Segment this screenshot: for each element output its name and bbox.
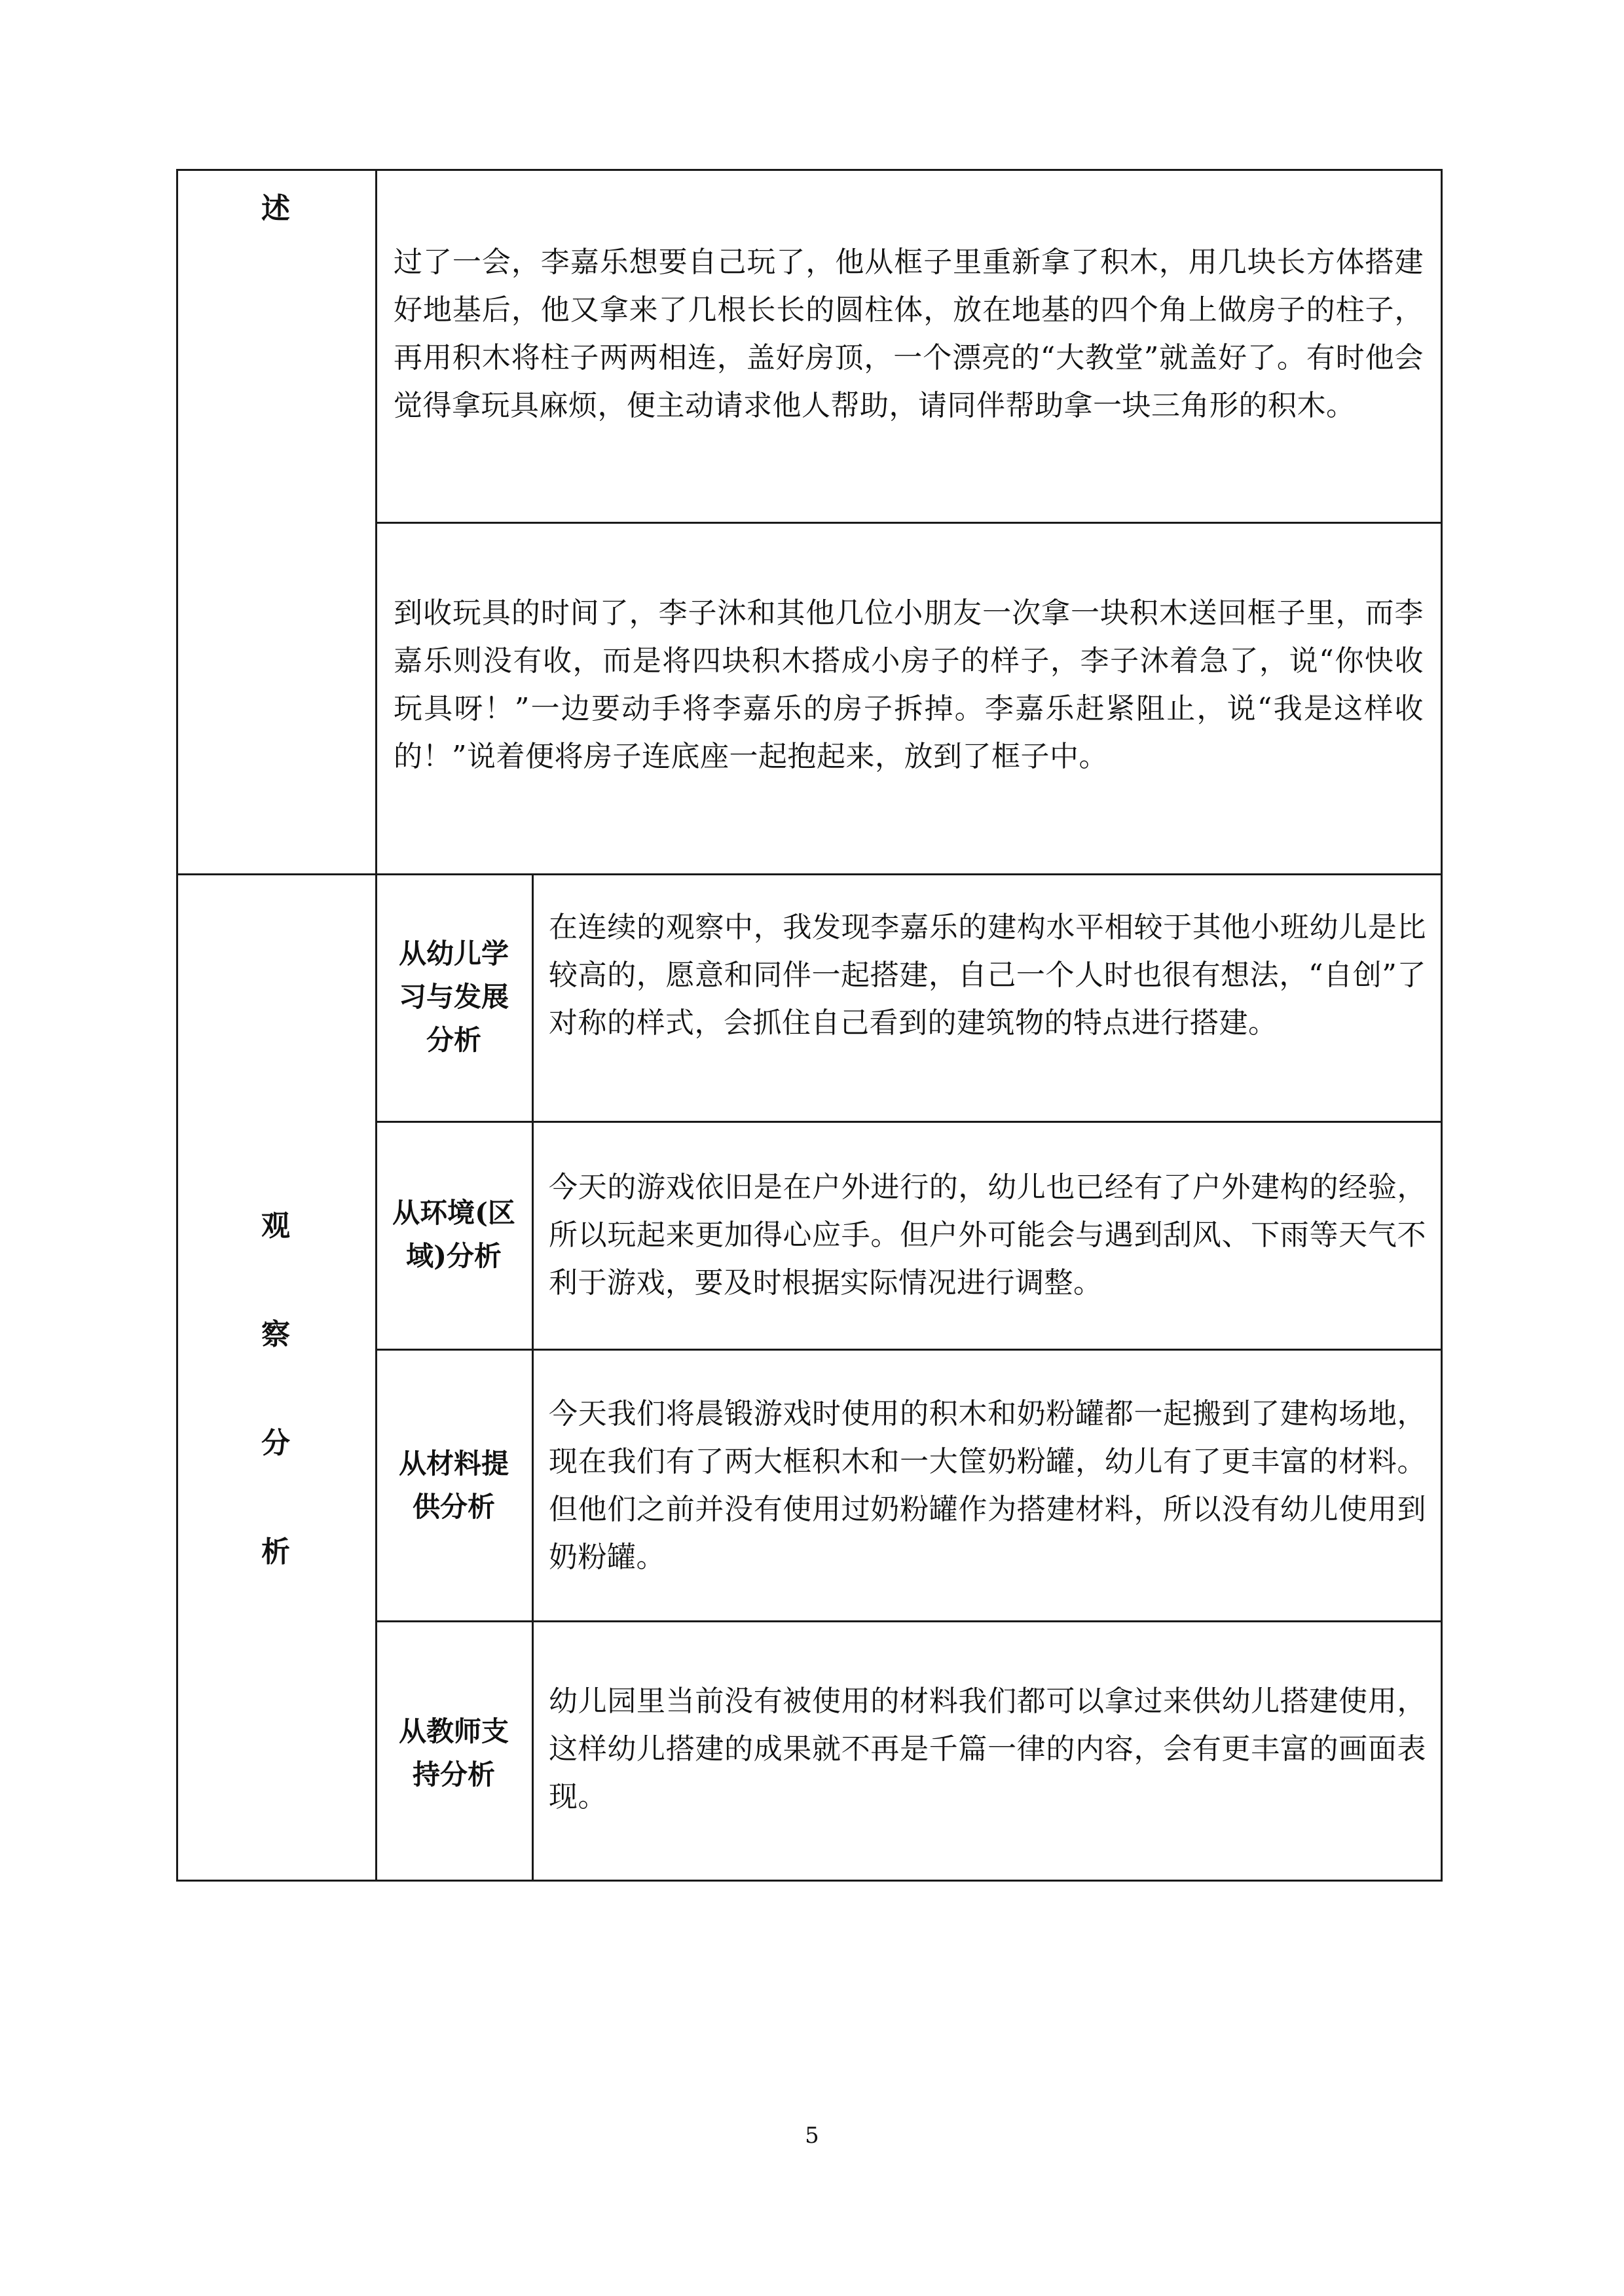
row-divider-analysis-3 (376, 1620, 1443, 1622)
row-divider-description (376, 522, 1443, 524)
row-divider-analysis-2 (376, 1349, 1443, 1351)
table-border-right (1441, 169, 1443, 1882)
analysis-label-char-3: 分 (261, 1427, 290, 1460)
analysis-row-text-child-development: 在连续的观察中，我发现李嘉乐的建构水平相较于其他小班幼儿是比较高的，愿意和同伴一起搭建，自己一个人时也很有想法，“自创”了对称的样式，会抓住自己看到的建筑物的特点进行搭建。 (549, 911, 1426, 1040)
analysis-row-text-environment: 今天的游戏依旧是在户外进行的，幼儿也已经有了户外建构的经验，所以玩起来更加得心应手。但户外可能会与遇到刮风、下雨等天气不利于游戏，要及时根据实际情况进行调整。 (549, 1171, 1426, 1300)
table-border-top (176, 169, 1443, 171)
description-paragraph-1: 过了一会，李嘉乐想要自己玩了，他从框子里重新拿了积木，用几块长方体搭建好地基后，他又拿来了几根长长的圆柱体，放在地基的四个角上做房子的柱子，再用积木将柱子两两相连，盖好房顶，一个漂亮的“大教堂”就盖好了。有时他会觉得拿玩具麻烦，便主动请求他人帮助，请同伴帮助拿一块三角形的积木。 (394, 246, 1424, 422)
analysis-row-label-teacher-support: 从教师支持分析 (398, 1715, 509, 1791)
column-divider-sublabel (532, 873, 534, 1882)
page-number: 5 (805, 2123, 819, 2149)
row-divider-analysis-1 (376, 1121, 1443, 1123)
analysis-row-label-materials: 从材料提供分析 (398, 1448, 509, 1523)
analysis-label-char-4: 析 (261, 1535, 290, 1569)
table-border-bottom (176, 1880, 1443, 1882)
column-divider-label (375, 169, 377, 1882)
analysis-label-char-1: 观 (261, 1209, 290, 1243)
analysis-label-char-2: 察 (261, 1318, 290, 1351)
row-divider-section (176, 873, 1443, 875)
analysis-row-text-teacher-support: 幼儿园里当前没有被使用的材料我们都可以拿过来供幼儿搭建使用，这样幼儿搭建的成果就不再是千篇一律的内容，会有更丰富的画面表现。 (549, 1685, 1426, 1813)
analysis-row-text-materials: 今天我们将晨锻游戏时使用的积木和奶粉罐都一起搬到了建构场地，现在我们有了两大框积木和一大筐奶粉罐，幼儿有了更丰富的材料。但他们之前并没有使用过奶粉罐作为搭建材料，所以没有幼儿使用到奶粉罐。 (549, 1397, 1426, 1574)
description-section-label: 述 (261, 192, 290, 225)
analysis-row-label-child-development: 从幼儿学习与发展分析 (398, 938, 509, 1056)
table-border-left (176, 169, 178, 1882)
description-paragraph-2: 到收玩具的时间了，李子沐和其他几位小朋友一次拿一块积木送回框子里，而李嘉乐则没有收，而是将四块积木搭成小房子的样子，李子沐着急了，说“你快收玩具呀！”一边要动手将李嘉乐的房子拆掉。李嘉乐赶紧阻止，说“我是这样收的！”说着便将房子连底座一起抱起来，放到了框子中。 (394, 596, 1424, 773)
analysis-row-label-environment: 从环境(区域)分析 (392, 1197, 515, 1272)
